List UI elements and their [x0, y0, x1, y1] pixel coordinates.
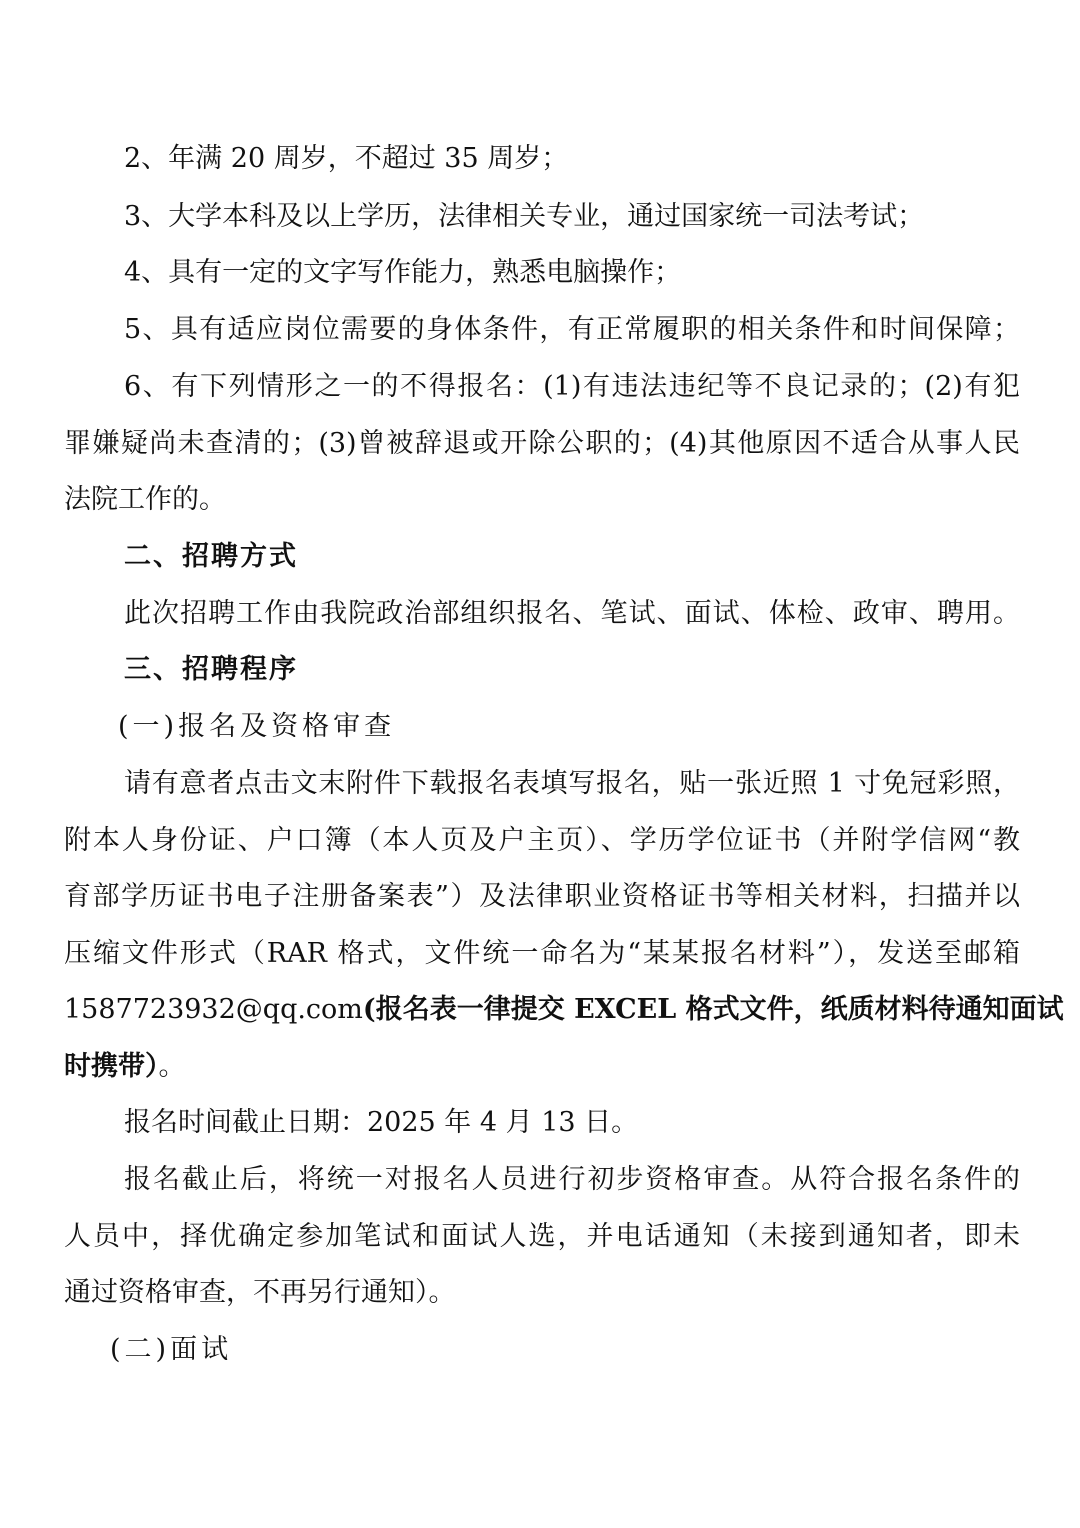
subsection-heading: (一)报名及资格审查: [118, 711, 396, 742]
paragraph-line: 此次招聘工作由我院政治部组织报名、笔试、面试、体检、政审、聘用。: [124, 598, 1020, 629]
paragraph-line: 4、具有一定的文字写作能力，熟悉电脑操作；: [124, 257, 682, 288]
section-heading: 二、招聘方式: [124, 541, 298, 572]
deadline-line: 报名时间截止日期：2025 年 4 月 13 日。: [124, 1107, 639, 1138]
email-address: 1587723932@qq.com: [64, 994, 363, 1025]
paragraph-line: 育部学历证书电子注册备案表”）及法律职业资格证书等相关材料，扫描并以: [64, 881, 1020, 912]
subsection-heading: (二)面试: [110, 1334, 233, 1365]
section-heading: 三、招聘程序: [124, 654, 298, 685]
paragraph-line: 压缩文件形式（RAR 格式，文件统一命名为“某某报名材料”），发送至邮箱: [64, 938, 1020, 969]
paragraph-line: 3、大学本科及以上学历，法律相关专业，通过国家统一司法考试；: [124, 201, 925, 232]
paragraph-line-email: [64, 990, 1064, 1030]
bold-note: 时携带）: [64, 1051, 159, 1082]
paragraph-line: 法院工作的。: [64, 484, 226, 515]
paragraph-line: 2、年满 20 周岁，不超过 35 周岁；: [124, 143, 569, 174]
paragraph-line: 报名截止后，将统一对报名人员进行初步资格审查。从符合报名条件的: [124, 1164, 1020, 1195]
note-end: 。: [158, 1051, 186, 1082]
paragraph-line: 5、具有适应岗位需要的身体条件，有正常履职的相关条件和时间保障；: [124, 314, 1020, 345]
bold-note: (报名表一律提交 EXCEL 格式文件，纸质材料待通知面试: [362, 994, 1064, 1025]
paragraph-line: [64, 1047, 1020, 1087]
paragraph-line: 通过资格审查，不再另行通知）。: [64, 1277, 456, 1308]
paragraph-line: 6、有下列情形之一的不得报名：(1)有违法违纪等不良记录的；(2)有犯: [124, 371, 1020, 402]
paragraph-line: 人员中，择优确定参加笔试和面试人选，并电话通知（未接到通知者，即未: [64, 1221, 1020, 1252]
paragraph-line: 附本人身份证、户口簿（本人页及户主页）、学历学位证书（并附学信网“教: [64, 825, 1020, 856]
paragraph-line: 请有意者点击文末附件下载报名表填写报名，贴一张近照 1 寸免冠彩照，: [124, 768, 1020, 799]
paragraph-line: 罪嫌疑尚未查清的；(3)曾被辞退或开除公职的；(4)其他原因不适合从事人民: [64, 428, 1020, 459]
